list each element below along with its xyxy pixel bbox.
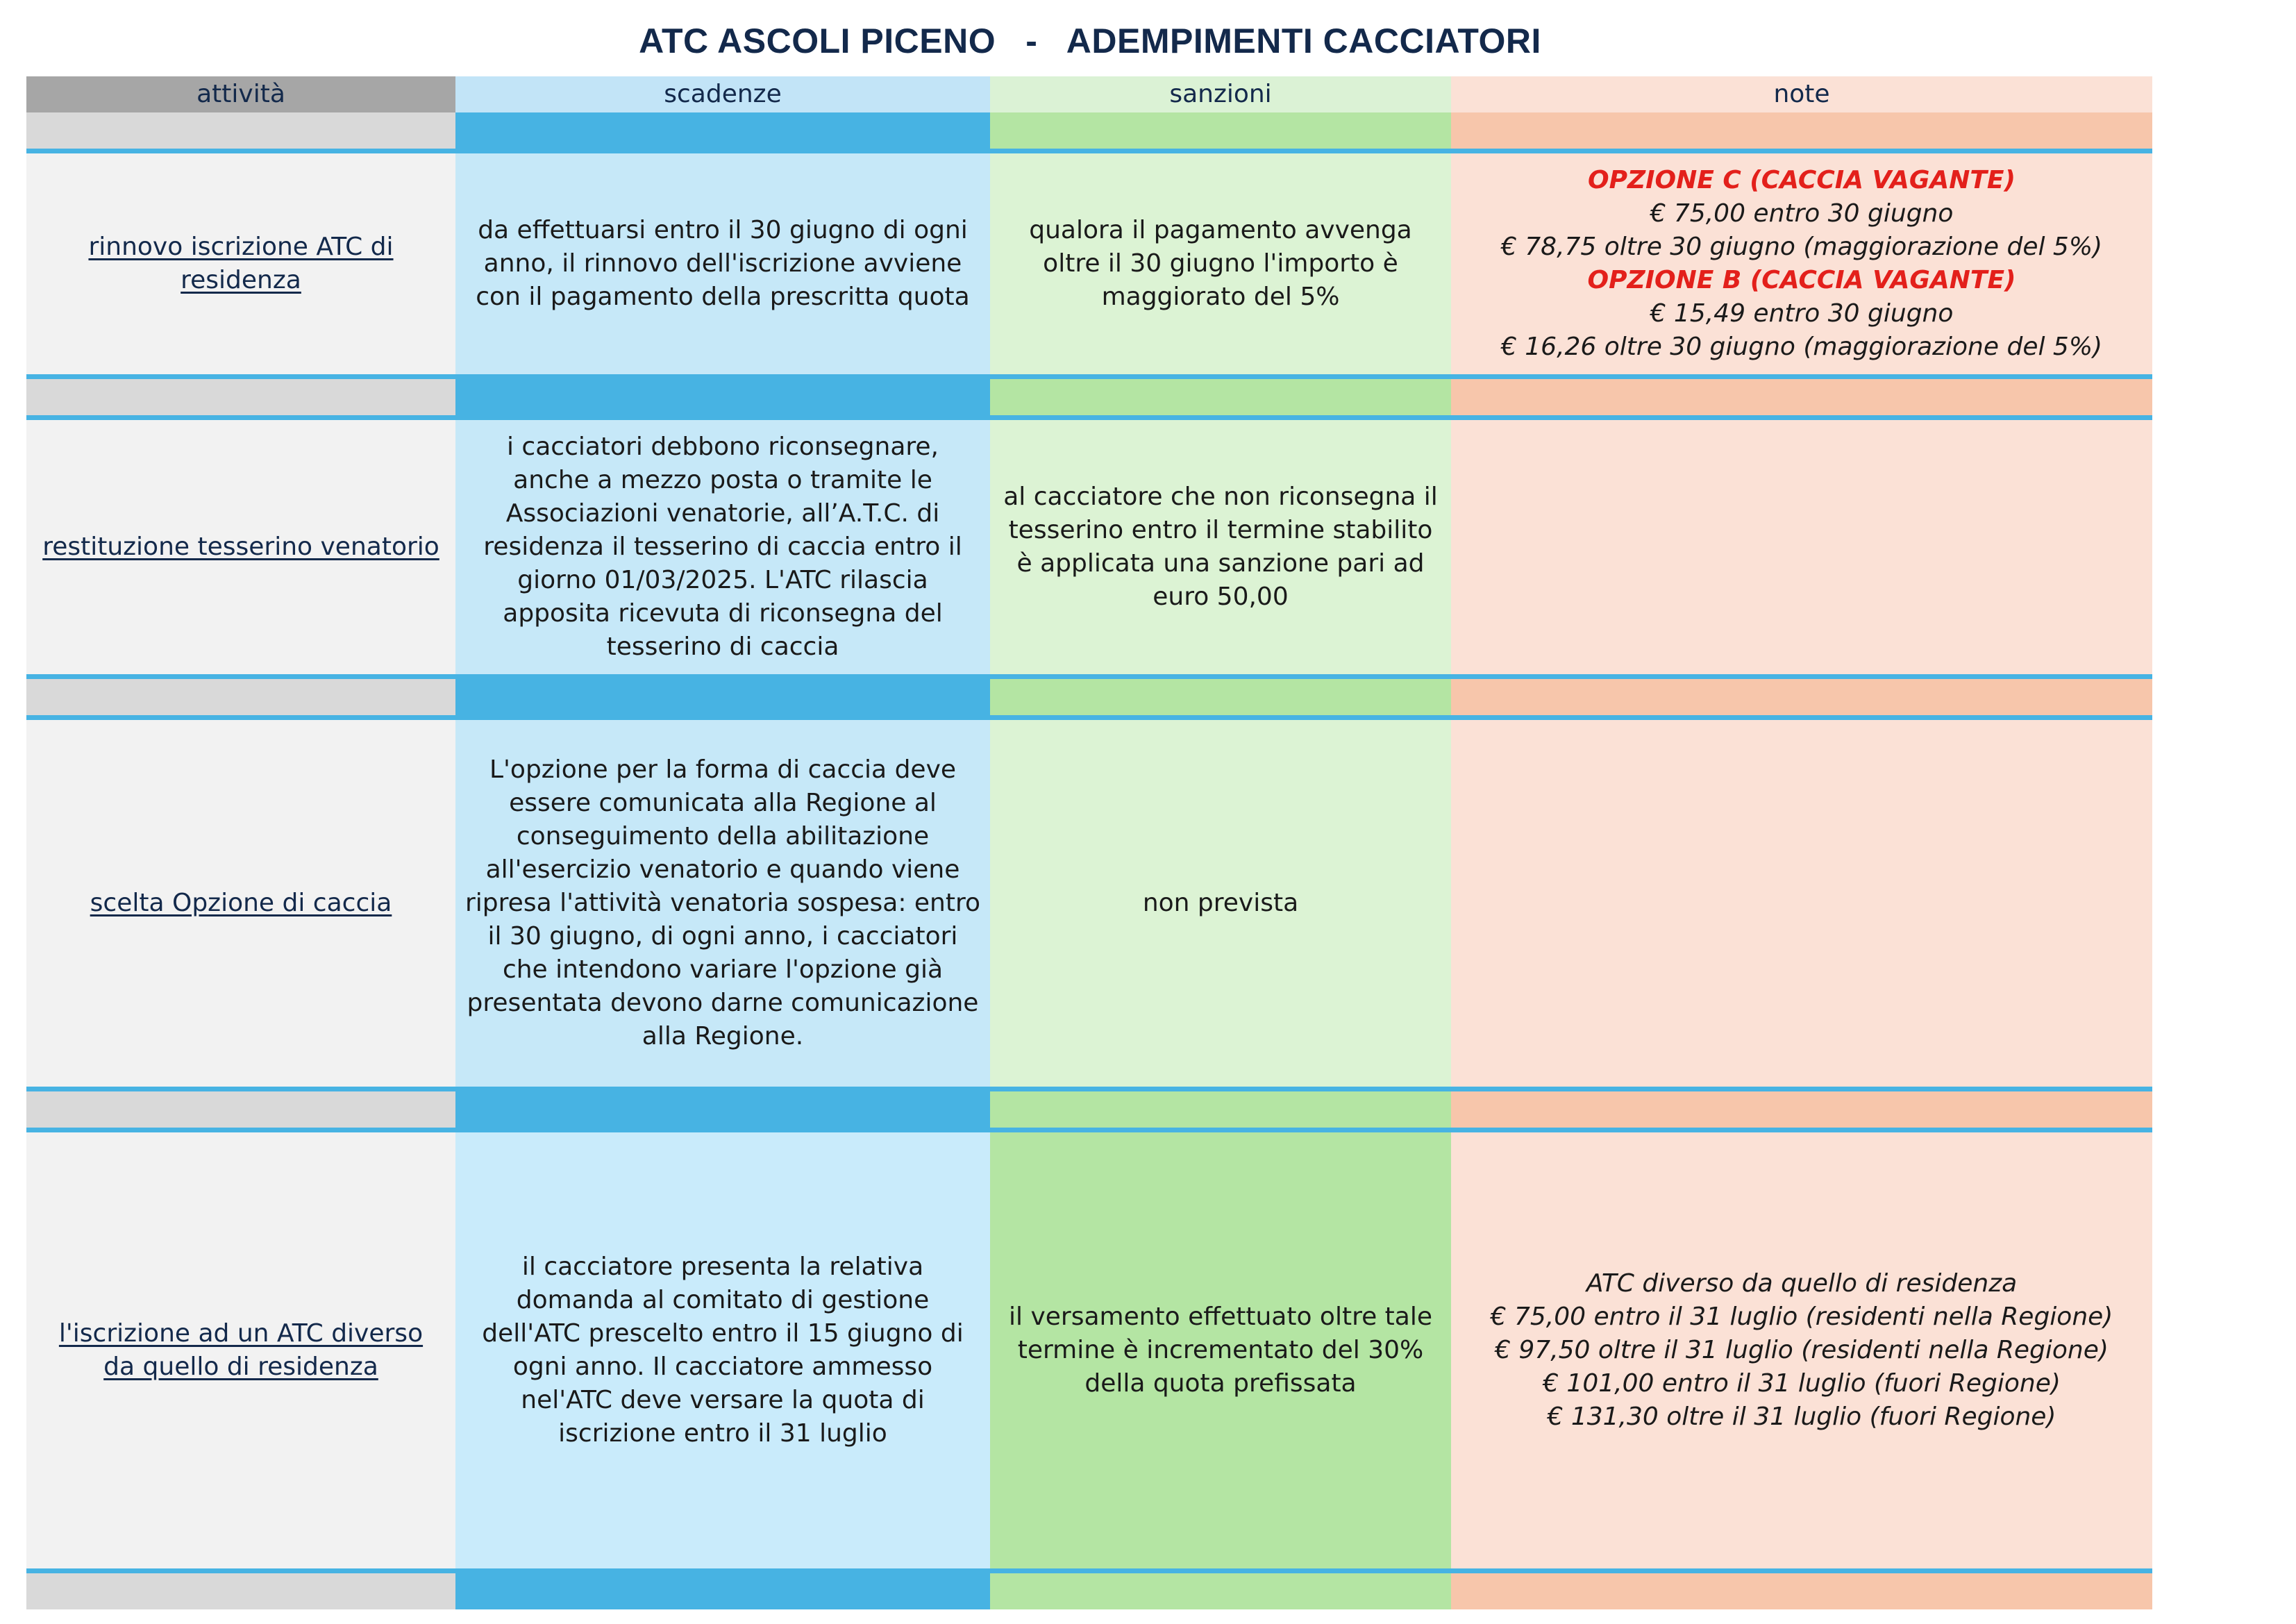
divider bbox=[26, 715, 2152, 720]
notes-line: ATC diverso da quello di residenza bbox=[1586, 1269, 2018, 1298]
activity-cell bbox=[26, 1132, 455, 1568]
notes-block bbox=[1491, 1267, 2113, 1434]
activity-cell bbox=[26, 153, 455, 374]
divider bbox=[26, 149, 2152, 153]
table-row bbox=[26, 1132, 2152, 1568]
page-title: ATC ASCOLI PICENO - ADEMPIMENTI CACCIATORI bbox=[639, 22, 1541, 60]
deadline-cell: il cacciatore presenta la relativa domanda al comitato di gestione dell'ATC prescelto entro il 15 giugno di ogni anno. Il cacciatore ammesso nel'ATC deve versare la quota di iscrizione entro il 31 luglio bbox=[455, 1132, 990, 1568]
notes-line: € 101,00 entro il 31 luglio (fuori Regione) bbox=[1543, 1369, 2061, 1398]
activity-link[interactable]: l'iscrizione ad un ATC diverso da quello di residenza bbox=[58, 1319, 424, 1381]
column-header-sanctions: sanzioni bbox=[990, 76, 1451, 112]
notes-cell bbox=[1451, 420, 2152, 674]
table-row bbox=[26, 720, 2152, 1087]
obligations-table bbox=[26, 76, 2152, 1609]
option-b-price-1: € 15,49 entro 30 giugno bbox=[1650, 299, 1954, 328]
notes-cell bbox=[1451, 1132, 2152, 1568]
separator-row bbox=[26, 112, 2152, 149]
table-row bbox=[26, 420, 2152, 674]
deadline-cell: da effettuarsi entro il 30 giugno di ogni anno, il rinnovo dell'iscrizione avviene con il pagamento della prescritta quota bbox=[455, 153, 990, 374]
option-b-title: OPZIONE B (CACCIA VAGANTE) bbox=[1587, 266, 2016, 294]
divider bbox=[26, 415, 2152, 420]
deadline-cell: L'opzione per la forma di caccia deve essere comunicata alla Regione al conseguimento della abilitazione all'esercizio venatorio e quando viene ripresa l'attività venatoria sospesa: entro il 30 giugno, di ogni anno, i cacciatori che intendono variare l'opzione già presentata devono darne comunicazione alla Regione. bbox=[455, 720, 990, 1087]
notes-line: € 131,30 oltre il 31 luglio (fuori Regione) bbox=[1547, 1403, 2056, 1431]
divider bbox=[26, 1568, 2152, 1573]
divider bbox=[26, 674, 2152, 679]
divider bbox=[26, 1128, 2152, 1132]
notes-line: € 75,00 entro il 31 luglio (residenti nella Regione) bbox=[1490, 1303, 2113, 1331]
column-header-activity: attività bbox=[26, 76, 455, 112]
deadline-cell: i cacciatori debbono riconsegnare, anche a mezzo posta o tramite le Associazioni venatorie, all’A.T.C. di residenza il tesserino di caccia entro il giorno 01/03/2025. L'ATC rilascia apposita ricevuta di riconsegna del tesserino di caccia bbox=[455, 420, 990, 674]
notes-cell bbox=[1451, 720, 2152, 1087]
column-header-notes: note bbox=[1451, 76, 2152, 112]
table-header bbox=[26, 76, 2152, 112]
column-header-deadlines: scadenze bbox=[455, 76, 990, 112]
divider bbox=[26, 374, 2152, 379]
option-c-price-1: € 75,00 entro 30 giugno bbox=[1650, 199, 1954, 228]
activity-link[interactable]: restituzione tesserino venatorio bbox=[42, 533, 439, 561]
notes-cell bbox=[1451, 153, 2152, 374]
separator-row bbox=[26, 1573, 2152, 1609]
divider bbox=[26, 1087, 2152, 1091]
sanction-cell: qualora il pagamento avvenga oltre il 30 giugno l'importo è maggiorato del 5% bbox=[990, 153, 1451, 374]
sanction-cell: il versamento effettuato oltre tale termine è incrementato del 30% della quota prefissata bbox=[990, 1132, 1451, 1568]
option-c-title: OPZIONE C (CACCIA VAGANTE) bbox=[1588, 166, 2016, 194]
activity-link[interactable]: scelta Opzione di caccia bbox=[90, 889, 392, 917]
activity-cell bbox=[26, 420, 455, 674]
notes-block bbox=[1501, 164, 2102, 364]
sanction-cell: non prevista bbox=[990, 720, 1451, 1087]
option-c-price-2: € 78,75 oltre 30 giugno (maggiorazione del 5%) bbox=[1500, 233, 2103, 261]
notes-line: € 97,50 oltre il 31 luglio (residenti nella Regione) bbox=[1495, 1336, 2109, 1364]
sanction-cell: al cacciatore che non riconsegna il tesserino entro il termine stabilito è applicata una sanzione pari ad euro 50,00 bbox=[990, 420, 1451, 674]
separator-row bbox=[26, 679, 2152, 715]
activity-cell bbox=[26, 720, 455, 1087]
separator-row bbox=[26, 1091, 2152, 1128]
option-b-price-2: € 16,26 oltre 30 giugno (maggiorazione del 5%) bbox=[1500, 333, 2103, 361]
separator-row bbox=[26, 379, 2152, 415]
table-row bbox=[26, 153, 2152, 374]
activity-link[interactable]: rinnovo iscrizione ATC di residenza bbox=[88, 233, 394, 294]
